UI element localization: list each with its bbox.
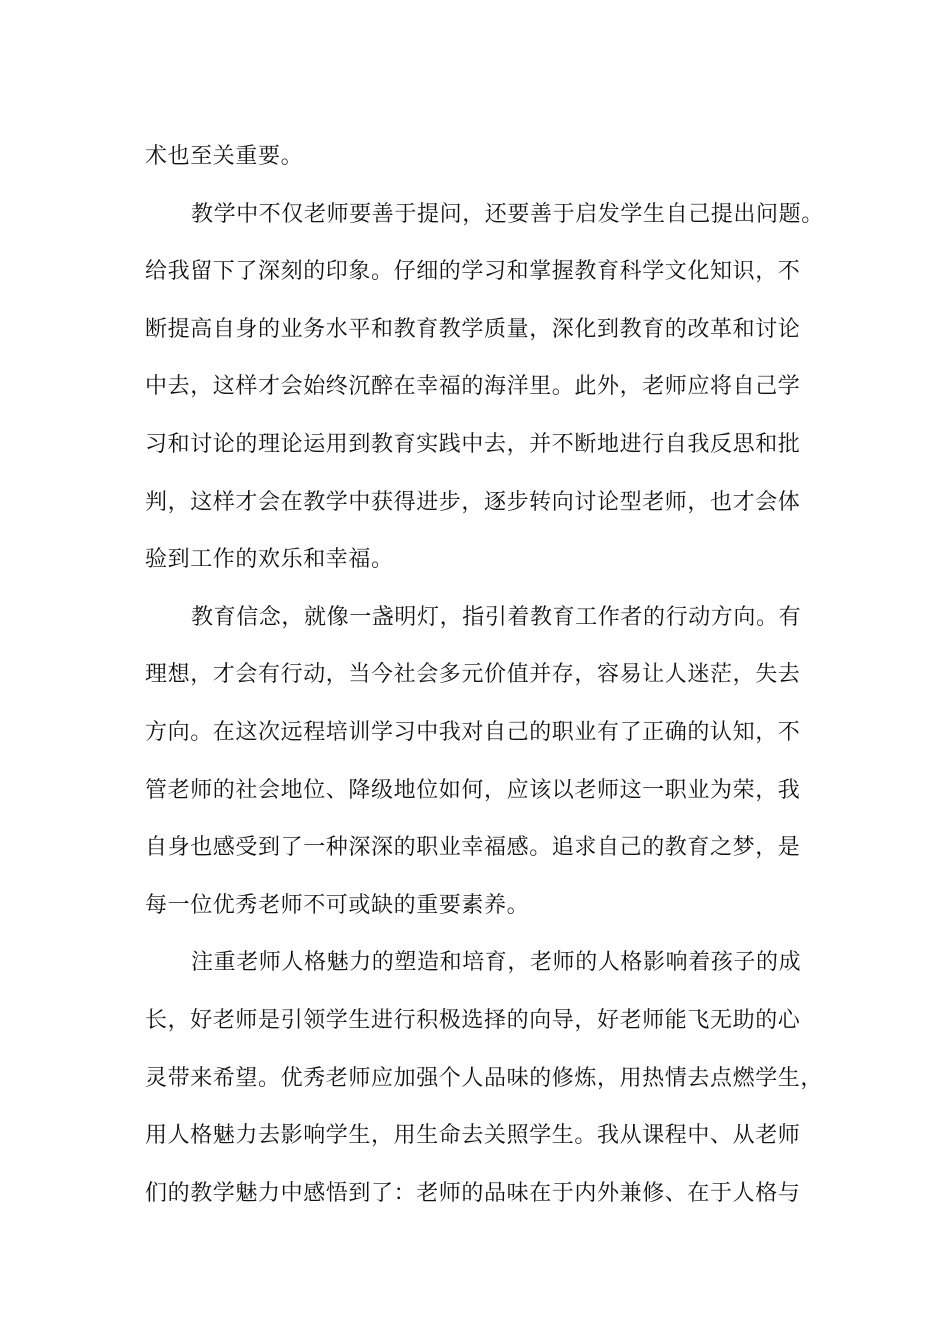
- text-line: 判，这样才会在教学中获得进步，逐步转向讨论型老师，也才会体: [145, 489, 801, 515]
- text-line: 灵带来希望。优秀老师应加强个人品味的修炼，用热情去点燃学生，: [145, 1065, 824, 1091]
- paragraph-first-line: 教育信念，就像一盏明灯，指引着教育工作者的行动方向。有: [191, 604, 802, 630]
- text-line: 每一位优秀老师不可或缺的重要素养。: [145, 892, 530, 918]
- text-line: 验到工作的欢乐和幸福。: [145, 547, 394, 573]
- text-line: 断提高自身的业务水平和教育教学质量，深化到教育的改革和讨论: [145, 316, 801, 342]
- document-body: [145, 128, 824, 1222]
- text-line: 用人格魅力去影响学生，用生命去关照学生。我从课程中、从老师: [145, 1123, 801, 1149]
- text-line: 方向。在这次远程培训学习中我对自己的职业有了正确的认知，不: [145, 719, 801, 745]
- text-line: 理想，才会有行动，当今社会多元价值并存，容易让人迷茫，失去: [145, 662, 801, 688]
- paragraph-first-line: 教学中不仅老师要善于提问，还要善于启发学生自己提出问题。: [191, 201, 824, 227]
- text-line: 中去，这样才会始终沉醉在幸福的海洋里。此外，老师应将自己学: [145, 374, 801, 400]
- text-line: 给我留下了深刻的印象。仔细的学习和掌握教育科学文化知识，不: [145, 259, 801, 285]
- text-line: 长，好老师是引领学生进行积极选择的向导，好老师能飞无助的心: [145, 1007, 801, 1033]
- paragraph-first-line: 注重老师人格魅力的塑造和培育，老师的人格影响着孩子的成: [191, 950, 802, 976]
- text-line: 术也至关重要。: [145, 144, 304, 169]
- text-line: 们的教学魅力中感悟到了：老师的品味在于内外兼修、在于人格与: [145, 1180, 801, 1206]
- text-line: 自身也感受到了一种深深的职业幸福感。追求自己的教育之梦，是: [145, 835, 801, 861]
- text-line: 管老师的社会地位、降级地位如何，应该以老师这一职业为荣，我: [145, 777, 801, 803]
- text-line: 习和讨论的理论运用到教育实践中去，并不断地进行自我反思和批: [145, 431, 801, 457]
